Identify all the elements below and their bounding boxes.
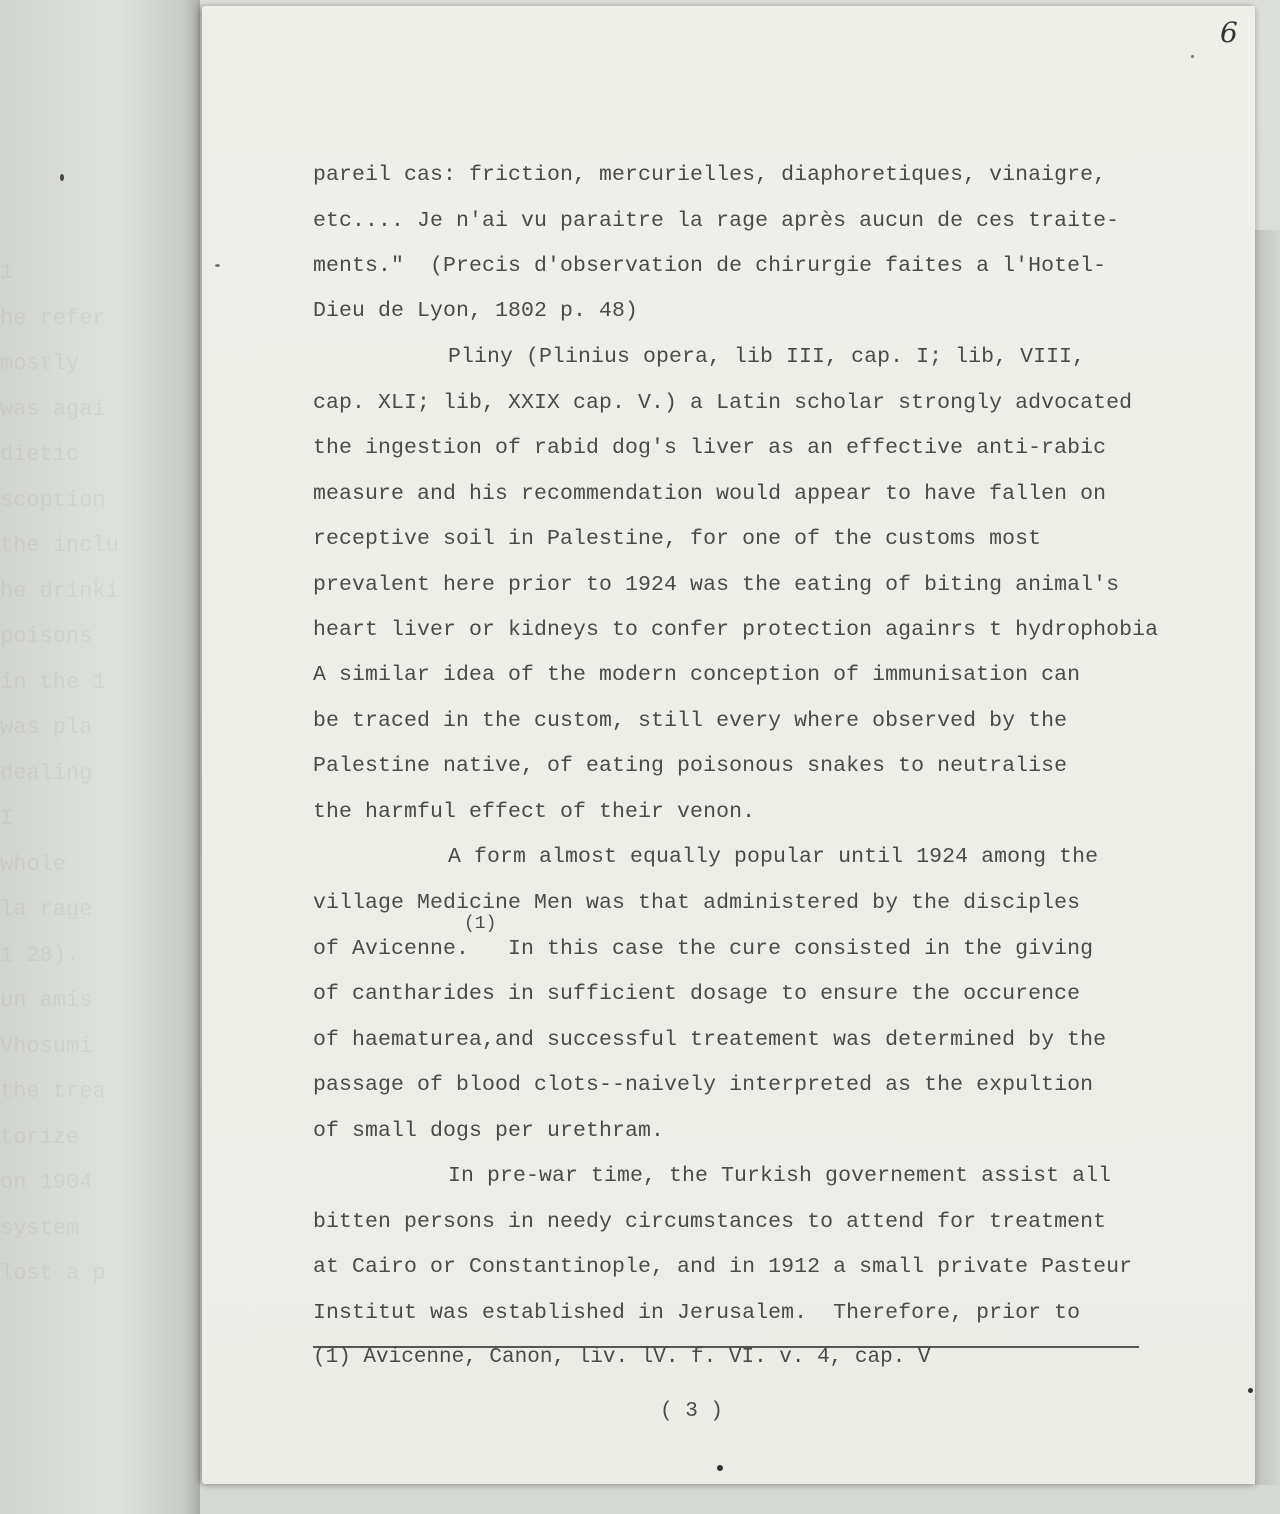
bleed-through-text: 1 he refer mostly was agai dietic scoption the inclu he drinki poisons in the 1 was pla dealing I whole la rage 1 28). un amis Vhosumi the trea torize on 1904 system lost a p xyxy=(0,260,119,1286)
text-line: measure and his recommendation would appear to have fallen on xyxy=(313,482,1107,506)
text-line: A form almost equally popular until 1924 among the xyxy=(448,845,1099,869)
text-line: village Medicine Men was that administered by the disciples xyxy=(313,891,1081,915)
handwritten-page-number: 6 xyxy=(1220,16,1238,49)
footnote-text: (1) Avicenne, Canon, liv. lV. f. VI. v. 4, cap. V xyxy=(313,1346,931,1369)
text-line: of cantharides in sufficient dosage to ensure the occurence xyxy=(313,982,1081,1006)
folio-number: ( 3 ) xyxy=(660,1400,724,1423)
text-line: prevalent here prior to 1924 was the eating of biting animal's xyxy=(313,573,1120,597)
text-line: of small dogs per urethram. xyxy=(313,1119,665,1143)
text-line: of haematurea,and successful treatement was determined by the xyxy=(313,1028,1107,1052)
text-line: at Cairo or Constantinople, and in 1912 a small private Pasteur xyxy=(313,1255,1133,1279)
text-line: pareil cas: friction, mercurielles, diaphoretiques, vinaigre, xyxy=(313,163,1107,187)
text-line: of Avicenne. In this case the cure consisted in the giving xyxy=(313,937,1094,961)
ink-speck xyxy=(1248,1388,1253,1393)
text-line: passage of blood clots--naively interpreted as the expultion xyxy=(313,1073,1094,1097)
text-line: receptive soil in Palestine, for one of the customs most xyxy=(313,527,1042,551)
text-line: cap. XLI; lib, XXIX cap. V.) a Latin scholar strongly advocated xyxy=(313,391,1133,415)
ink-speck xyxy=(1191,55,1194,58)
text-line: the ingestion of rabid dog's liver as an effective anti-rabic xyxy=(313,436,1107,460)
footnote-marker: (1) xyxy=(464,914,497,934)
text-line: bitten persons in needy circumstances to attend for treatment xyxy=(313,1210,1107,1234)
text-line: ments." (Precis d'observation de chirurgie faites a l'Hotel- xyxy=(313,254,1107,278)
text-line: A similar idea of the modern conception of immunisation can xyxy=(313,663,1081,687)
text-line: etc.... Je n'ai vu paraitre la rage après aucun de ces traite- xyxy=(313,209,1120,233)
next-page-edge xyxy=(1255,230,1280,1485)
text-line: be traced in the custom, still every where observed by the xyxy=(313,709,1068,733)
text-line: Pliny (Plinius opera, lib III, cap. I; lib, VIII, xyxy=(448,345,1086,369)
text-line: the harmful effect of their venon. xyxy=(313,800,756,824)
text-line: Dieu de Lyon, 1802 p. 48) xyxy=(313,299,639,323)
text-line: heart liver or kidneys to confer protection againrs t hydrophobia xyxy=(313,618,1159,642)
ink-speck xyxy=(215,264,220,267)
text-line: In pre-war time, the Turkish governement assist all xyxy=(448,1164,1112,1188)
text-line: Palestine native, of eating poisonous snakes to neutralise xyxy=(313,754,1068,778)
binding-hole xyxy=(60,174,64,181)
text-line: Institut was established in Jerusalem. Therefore, prior to xyxy=(313,1301,1081,1325)
facing-page xyxy=(0,0,200,1514)
ink-speck xyxy=(717,1465,723,1471)
